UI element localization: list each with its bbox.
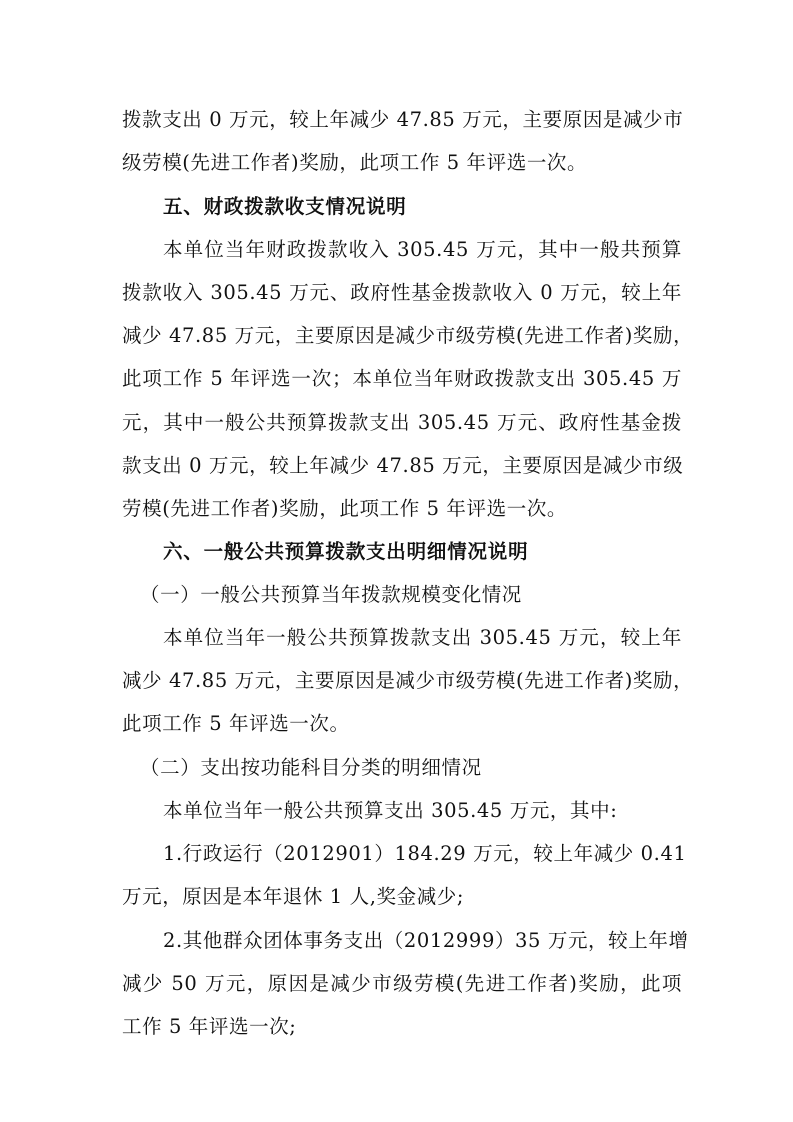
paragraph-line: 此项工作 5 年评选一次；本单位当年财政拨款支出 305.45 万 (122, 367, 682, 390)
list-item-1-line: 1.行政运行（2012901）184.29 万元，较上年减少 0.41 (163, 842, 687, 865)
paragraph-line: 减少 47.85 万元，主要原因是减少市级劳模(先进工作者)奖励， (122, 669, 694, 692)
paragraph-line: 劳模(先进工作者)奖励，此项工作 5 年评选一次。 (122, 497, 568, 520)
paragraph-line: 本单位当年一般公共预算支出 305.45 万元，其中: (163, 799, 618, 822)
list-item-2-line: 2.其他群众团体事务支出（2012999）35 万元，较上年增 (163, 929, 689, 952)
paragraph-line: 减少 47.85 万元，主要原因是减少市级劳模(先进工作者)奖励， (122, 324, 694, 347)
paragraph-line: 级劳模(先进工作者)奖励，此项工作 5 年评选一次。 (122, 151, 588, 174)
paragraph-line: 本单位当年一般公共预算拨款支出 305.45 万元，较上年 (163, 626, 682, 649)
paragraph-line: 此项工作 5 年评选一次。 (122, 712, 350, 735)
subsection-heading-1: （一）一般公共预算当年拨款规模变化情况 (140, 583, 522, 606)
list-item-1-line: 万元，原因是本年退休 1 人,奖金减少; (122, 885, 465, 908)
paragraph-line: 本单位当年财政拨款收入 305.45 万元，其中一般共预算 (163, 238, 682, 261)
subsection-heading-2: （二）支出按功能科目分类的明细情况 (140, 756, 482, 779)
paragraph-line: 拨款支出 0 万元，较上年减少 47.85 万元，主要原因是减少市 (122, 108, 684, 131)
section-heading-6: 六、一般公共预算拨款支出明细情况说明 (163, 540, 529, 563)
paragraph-line: 元，其中一般公共预算拨款支出 305.45 万元、政府性基金拨 (122, 411, 682, 434)
paragraph-line: 款支出 0 万元，较上年减少 47.85 万元，主要原因是减少市级 (122, 454, 684, 477)
list-item-2-line: 减少 50 万元，原因是减少市级劳模(先进工作者)奖励，此项 (122, 972, 682, 995)
section-heading-5: 五、财政拨款收支情况说明 (163, 195, 407, 218)
list-item-2-line: 工作 5 年评选一次; (122, 1015, 297, 1038)
paragraph-line: 拨款收入 305.45 万元、政府性基金拨款收入 0 万元，较上年 (122, 281, 682, 304)
